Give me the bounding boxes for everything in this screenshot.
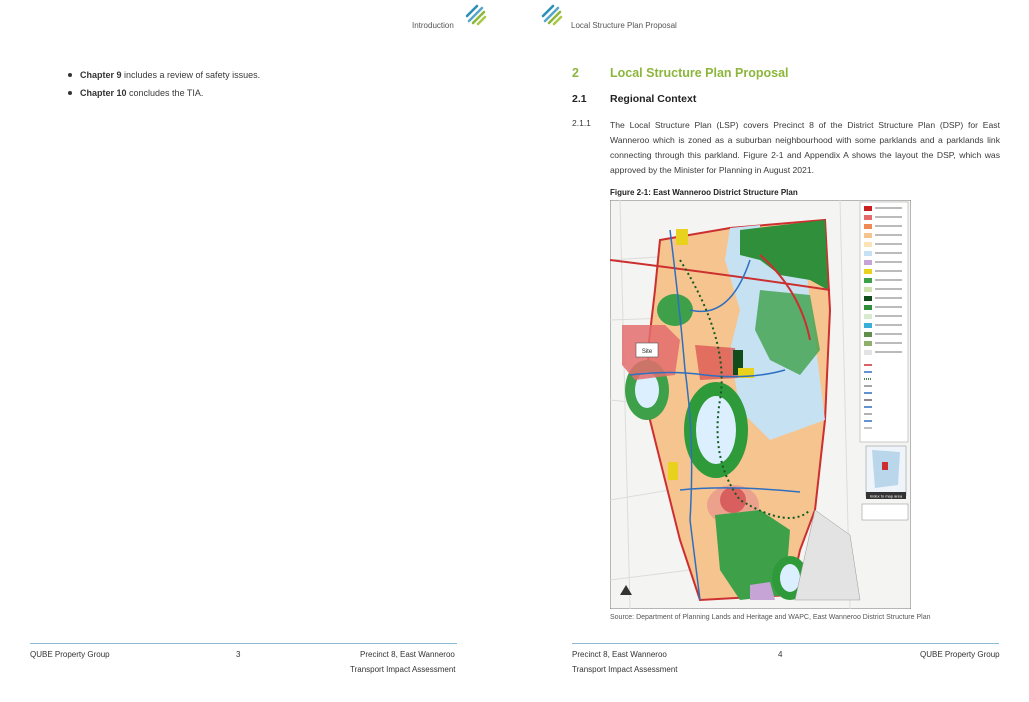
footer-page-number: 4 xyxy=(778,650,783,659)
paragraph-number: 2.1.1 xyxy=(572,118,591,128)
right-page xyxy=(515,0,1029,702)
footer-page-number: 3 xyxy=(236,650,241,659)
header-right-title: Local Structure Plan Proposal xyxy=(571,21,677,30)
list-item: Chapter 9 includes a review of safety issues. xyxy=(66,66,260,84)
chapter-list xyxy=(66,66,260,102)
figure-caption: Figure 2-1: East Wanneroo District Structure Plan xyxy=(610,188,798,197)
footer-doc-title: Transport Impact Assessment xyxy=(350,665,456,674)
company-logo-icon xyxy=(465,4,487,26)
list-item: Chapter 10 concludes the TIA. xyxy=(66,84,260,102)
section-title: Local Structure Plan Proposal xyxy=(610,66,789,80)
paragraph-text: The Local Structure Plan (LSP) covers Precinct 8 of the District Structure Plan (DSP) for East Wanneroo which is zoned as a suburban neighbourhood with some parklands and a parklands link connecting through this parkland. Figure 2-1 and Appendix A shows the layout the DSP, which was approved by the Minister for Planning in August 2021. xyxy=(610,120,1000,175)
map-inset-label: Index to map area xyxy=(869,493,903,499)
company-logo-icon xyxy=(541,4,563,26)
footer-project: Precinct 8, East Wanneroo xyxy=(572,650,667,659)
header-left-title: Introduction xyxy=(412,21,454,30)
subsection-number: 2.1 xyxy=(572,93,587,105)
footer-rule xyxy=(572,643,999,644)
footer-doc-title: Transport Impact Assessment xyxy=(572,665,678,674)
footer-project: Precinct 8, East Wanneroo xyxy=(360,650,455,659)
footer-rule xyxy=(30,643,457,644)
subsection-title: Regional Context xyxy=(610,93,697,105)
left-page xyxy=(0,0,514,702)
figure-source: Source: Department of Planning Lands and Heritage and WAPC, East Wanneroo District Structure Plan xyxy=(610,614,931,621)
footer-company: QUBE Property Group xyxy=(30,650,110,659)
district-structure-plan-map xyxy=(610,200,911,609)
map-site-label: Site xyxy=(641,349,653,355)
section-number: 2 xyxy=(572,66,579,80)
footer-company: QUBE Property Group xyxy=(920,650,1000,659)
